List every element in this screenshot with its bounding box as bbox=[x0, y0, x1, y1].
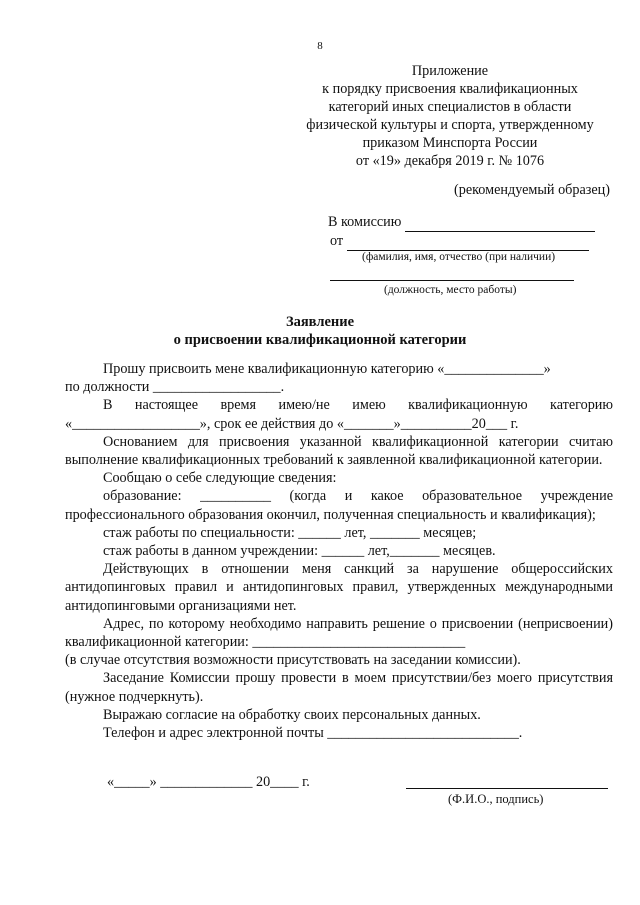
application-body bbox=[65, 360, 613, 742]
current-category-line-1: В настоящее время имею/не имею квалификационную категорию bbox=[103, 397, 613, 414]
title-line-2: о присвоении квалификационной категории bbox=[173, 332, 467, 348]
education-paragraph: образование: __________ (когда и какое образовательное учреждение профессионального образования окончил, полученная специальность и квалификация); bbox=[65, 488, 613, 523]
consent-paragraph: Выражаю согласие на обработку своих персональных данных. bbox=[103, 706, 481, 723]
experience-specialty: стаж работы по специальности: ______ лет, _______ месяцев; bbox=[103, 524, 477, 541]
appendix-header bbox=[280, 62, 620, 170]
address-note: (в случае отсутствия возможности присутствовать на заседании комиссии). bbox=[65, 652, 521, 669]
date-field: «_____» _____________ 20____ г. bbox=[107, 774, 310, 790]
from-label: от bbox=[330, 233, 344, 249]
position-caption: (должность, место работы) bbox=[384, 284, 517, 296]
basis-paragraph: Основанием для присвоения указанной квалификационной категории считаю выполнение квалификационных требований к заявленной квалификационной категории. bbox=[65, 433, 613, 469]
appendix-line: к порядку присвоения квалификационных bbox=[322, 81, 578, 97]
from-blank[interactable] bbox=[347, 233, 589, 251]
request-line-2: по должности __________________. bbox=[65, 379, 285, 396]
experience-institution: стаж работы в данном учреждении: ______ лет,_______ месяцев. bbox=[103, 543, 496, 560]
appendix-line: категорий иных специалистов в области bbox=[328, 99, 572, 115]
name-caption: (фамилия, имя, отчество (при наличии) bbox=[362, 251, 556, 263]
appendix-line: от «19» декабря 2019 г. № 1076 bbox=[355, 153, 545, 169]
contacts-paragraph: Телефон и адрес электронной почты ___________________________. bbox=[103, 725, 523, 742]
sanctions-paragraph: Действующих в отношении меня санкций за нарушение общероссийских антидопинговых правил и антидопинговых правил, утвержденных международными антидопинговыми организациями нет. bbox=[65, 561, 613, 614]
address-paragraph: Адрес, по которому необходимо направить решение о присвоении (неприсвоении) квалификационной категории: ______________________________ bbox=[65, 615, 613, 651]
appendix-line: Приложение bbox=[411, 63, 489, 79]
appendix-line: приказом Минспорта России bbox=[362, 135, 538, 151]
to-commission-label: В комиссию bbox=[328, 214, 402, 230]
position-blank[interactable] bbox=[330, 262, 574, 281]
request-line-1: Прошу присвоить мене квалификационную категорию «______________» bbox=[103, 361, 551, 377]
page-number: 8 bbox=[317, 40, 323, 52]
signature-line[interactable] bbox=[406, 788, 608, 789]
title-line-1: Заявление bbox=[285, 314, 355, 330]
info-intro: Сообщаю о себе следующие сведения: bbox=[103, 470, 337, 487]
appendix-line: физической культуры и спорта, утвержденному bbox=[306, 117, 594, 133]
to-commission bbox=[328, 214, 595, 232]
meeting-paragraph: Заседание Комиссии прошу провести в моем присутствии/без моего присутствия (нужное подчеркнуть). bbox=[65, 670, 613, 705]
to-commission-blank[interactable] bbox=[405, 214, 595, 232]
current-category-line-2: «__________________», срок ее действия до «_______»__________20___ г. bbox=[65, 415, 519, 432]
from-field bbox=[330, 233, 589, 251]
sample-note: (рекомендуемый образец) bbox=[454, 182, 610, 198]
signature-caption: (Ф.И.О., подпись) bbox=[448, 792, 544, 806]
document-title bbox=[0, 313, 640, 349]
